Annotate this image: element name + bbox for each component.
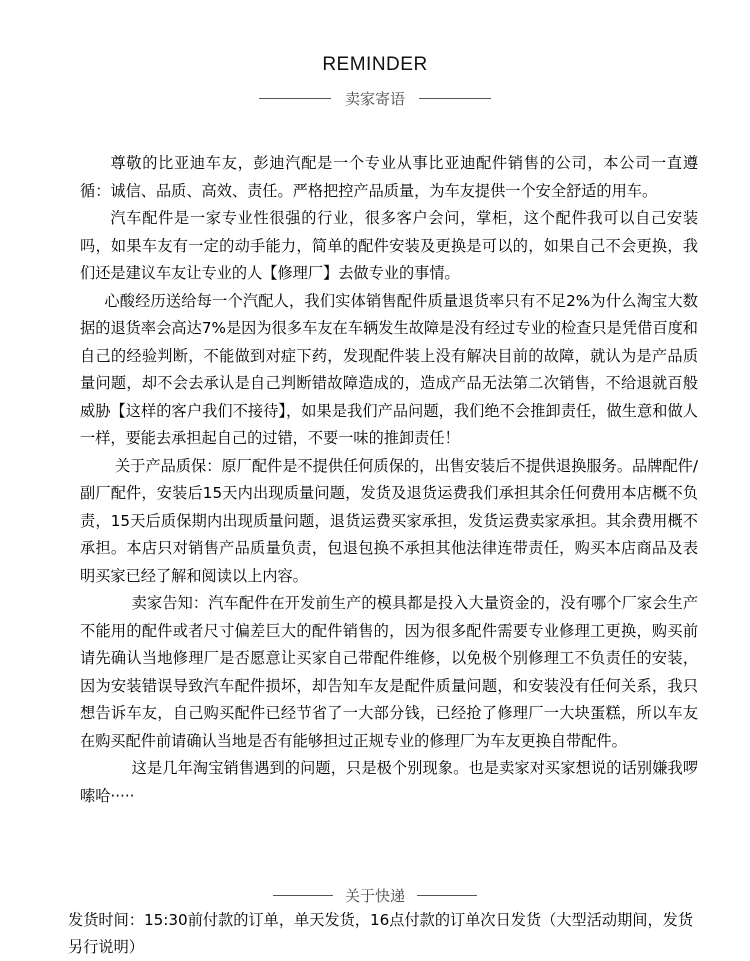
shipping-info: 发货时间：15:30前付款的订单，单天发货，16点付款的订单次日发货（大型活动期间，发货另行说明）: [68, 911, 694, 956]
divider-line-right: [419, 98, 491, 99]
shipping-heading: 关于快递: [344, 887, 405, 905]
divider-line-left: [273, 895, 333, 896]
shipping-heading-row: [0, 885, 750, 906]
paragraph-warranty: 关于产品质保：原厂配件是不提供任何质保的，出售安装后不提供退换服务。品牌配件/副厂配件，安装后15天内出现质量问题，发货及退货运费我们承担其余任何费用本店概不负责，15天后质保期内出现质量问题，退货运费买家承担，发货运费卖家承担。其余费用概不承担。本店只对销售产品质量负责，包退包换不承担其他法律连带责任，购买本店商品及表明买家已经了解和阅读以上内容。: [80, 456, 698, 585]
page-subtitle: 卖家寄语: [344, 90, 405, 108]
paragraph-seller-notice: 卖家告知：汽车配件在开发前生产的模具都是投入大量资金的，没有哪个厂家会生产不能用的配件或者尺寸偏差巨大的配件销售的，因为很多配件需要专业修理工更换，购买前请先确认当地修理厂是否愿意让买家自己带配件维修，以免极个别修理工不负责任的安装，因为安装错误导致汽车配件损坏，却告知车友是配件质量问题，和安装没有任何关系，我只想告诉车友，自己购买配件已经节省了一大部分钱，已经抢了修理厂一大块蛋糕，所以车友在购买配件前请确认当地是否有能够担过正规专业的修理厂为车友更换自带配件。: [80, 594, 698, 750]
page-title: REMINDER: [322, 54, 428, 75]
reminder-body: [80, 150, 698, 810]
divider-line-right: [417, 895, 477, 896]
subtitle-row: [0, 88, 750, 109]
paragraph-intro: 尊敬的比亚迪车友，彭迪汽配是一个专业从事比亚迪配件销售的公司，本公司一直遵循：诚信、品质、高效、责任。严格把控产品质量，为车友提供一个安全舒适的用车。: [80, 154, 698, 200]
paragraph-returns: 心酸经历送给每一个汽配人，我们实体销售配件质量退货率只有不足2%为什么淘宝大数据的退货率会高达7%是因为很多车友在车辆发生故障是没有经过专业的检查只是凭借百度和自己的经验判断，不能做到对症下药，发现配件装上没有解决目前的故障，就认为是产品质量问题，却不会去承认是自己判断错故障造成的，造成产品无法第二次销售，不给退就百般威胁【这样的客户我们不接待】，如果是我们产品问题，我们绝不会推卸责任，做生意和做人一样，要能去承担起自己的过错，不要一味的推卸责任！: [80, 291, 698, 447]
divider-line-left: [259, 98, 331, 99]
paragraph-closing: 这是几年淘宝销售遇到的问题，只是极个别现象。也是卖家对买家想说的话别嫌我啰嗦哈·····: [80, 759, 698, 805]
paragraph-installation: 汽车配件是一家专业性很强的行业，很多客户会问，掌柜，这个配件我可以自己安装吗，如果车友有一定的动手能力，简单的配件安装及更换是可以的，如果自己不会更换，我们还是建议车友让专业的人【修理厂】去做专业的事情。: [80, 209, 698, 282]
